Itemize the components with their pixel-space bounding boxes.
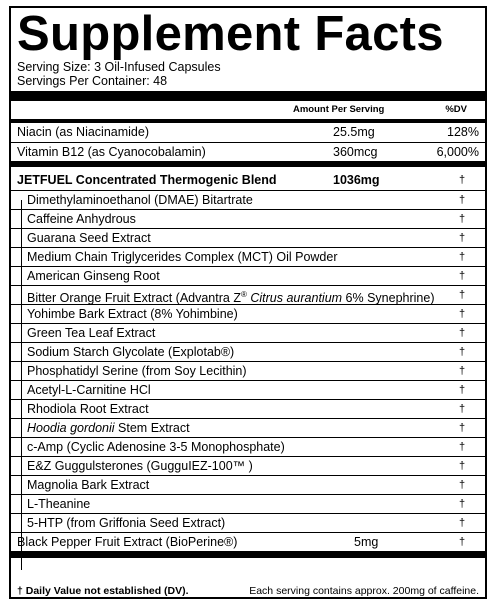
dagger-symbol: † <box>459 270 466 282</box>
ingredient-name: Dimethylaminoethanol (DMAE) Bitartrate <box>27 193 253 207</box>
nutrient-name: Vitamin B12 (as Cyanocobalamin) <box>17 145 206 159</box>
dv-header: %DV <box>445 104 467 115</box>
blend-name: JETFUEL Concentrated Thermogenic Blend <box>17 173 277 187</box>
dagger-symbol: † <box>459 479 466 491</box>
ingredient-row <box>11 247 485 266</box>
ingredient-name: Yohimbe Bark Extract (8% Yohimbine) <box>27 307 238 321</box>
ingredient-row <box>11 475 485 494</box>
dagger-symbol: † <box>459 498 466 510</box>
ingredient-name: 5-HTP (from Griffonia Seed Extract) <box>27 516 226 530</box>
ingredient-name: Guarana Seed Extract <box>27 231 151 245</box>
nutrient-dv: 6,000% <box>436 145 479 159</box>
ingredient-name: Acetyl-L-Carnitine HCl <box>27 383 151 397</box>
dagger-symbol: † <box>459 422 466 434</box>
nutrient-amount: 360mcg <box>333 145 378 159</box>
ingredient-name: c-Amp (Cyclic Adenosine 3-5 Monophosphate) <box>27 440 285 454</box>
nutrient-amount: 25.5mg <box>333 125 375 139</box>
dagger-symbol: † <box>459 536 466 548</box>
dagger-symbol: † <box>459 460 466 472</box>
ingredient-row <box>11 266 485 285</box>
thick-divider-blend <box>11 161 485 167</box>
dagger-symbol: † <box>459 194 466 206</box>
blend-amount: 1036mg <box>333 173 380 187</box>
ingredient-text: Stem Extract <box>118 421 190 435</box>
servings-per-container: Servings Per Container: 48 <box>17 74 168 88</box>
ingredient-row <box>11 342 485 361</box>
ingredient-name: Magnolia Bark Extract <box>27 478 150 492</box>
ingredient-name: L-Theanine <box>27 497 91 511</box>
ingredient-row <box>11 380 485 399</box>
dagger-symbol: † <box>459 174 466 186</box>
ingredient-name: Medium Chain Triglycerides Complex (MCT) Oil Powder <box>27 250 338 264</box>
ingredient-text: 6% Synephrine) <box>345 291 435 306</box>
dagger-symbol: † <box>459 232 466 244</box>
nutrient-dv: 128% <box>447 125 479 139</box>
dagger-symbol: † <box>459 213 466 225</box>
panel-title: Supplement Facts <box>17 7 444 61</box>
dagger-symbol: † <box>459 289 466 301</box>
ingredient-row <box>11 190 485 209</box>
ingredient-name: Rhodiola Root Extract <box>27 402 149 416</box>
dagger-symbol: † <box>459 403 466 415</box>
nutrient-row-niacin <box>11 123 485 142</box>
ingredient-row <box>11 209 485 228</box>
nutrient-row-black-pepper <box>11 532 485 551</box>
ingredient-name: Sodium Starch Glycolate (Explotab®) <box>27 345 235 359</box>
dagger-symbol: † <box>459 384 466 396</box>
ingredient-row <box>11 399 485 418</box>
dagger-symbol: † <box>459 308 466 320</box>
ingredient-row <box>11 513 485 532</box>
supplement-facts-panel <box>9 6 487 599</box>
nutrient-name: Black Pepper Fruit Extract (BioPerine®) <box>17 535 238 549</box>
ingredient-row <box>11 418 485 437</box>
ingredient-name: Phosphatidyl Serine (from Soy Lecithin) <box>27 364 247 378</box>
footnote-caffeine: Each serving contains approx. 200mg of caffeine. <box>249 585 479 597</box>
thick-divider-bottom <box>11 551 485 558</box>
ingredient-row <box>11 228 485 247</box>
dagger-symbol: † <box>459 365 466 377</box>
ingredient-row <box>11 456 485 475</box>
ingredient-name <box>27 419 190 437</box>
nutrient-amount: 5mg <box>354 535 379 549</box>
ingredient-name: Caffeine Anhydrous <box>27 212 136 226</box>
ingredient-italic: Citrus aurantium <box>250 291 343 306</box>
ingredient-row <box>11 437 485 456</box>
ingredient-name: American Ginseng Root <box>27 269 160 283</box>
registered-mark: ® <box>240 290 247 299</box>
blend-row <box>11 171 485 190</box>
footnote-dv: † Daily Value not established (DV). <box>17 585 189 597</box>
nutrient-name: Niacin (as Niacinamide) <box>17 125 149 139</box>
amount-header: Amount Per Serving <box>293 104 385 115</box>
dagger-symbol: † <box>459 251 466 263</box>
ingredient-row <box>11 304 485 323</box>
ingredient-name: E&Z Guggulsterones (GugguIEZ-100™ ) <box>27 459 253 473</box>
ingredient-row <box>11 285 485 304</box>
dagger-symbol: † <box>459 327 466 339</box>
dagger-symbol: † <box>459 441 466 453</box>
ingredient-name: Green Tea Leaf Extract <box>27 326 156 340</box>
ingredient-row <box>11 361 485 380</box>
serving-size: Serving Size: 3 Oil-Infused Capsules <box>17 60 221 74</box>
ingredient-row <box>11 323 485 342</box>
dagger-symbol: † <box>459 346 466 358</box>
dagger-symbol: † <box>459 517 466 529</box>
ingredient-text: Bitter Orange Fruit Extract (Advantra Z <box>27 291 241 306</box>
ingredient-italic: Hoodia gordonii <box>27 421 115 435</box>
thick-divider-top <box>11 91 485 101</box>
ingredient-row <box>11 494 485 513</box>
nutrient-row-b12 <box>11 142 485 161</box>
